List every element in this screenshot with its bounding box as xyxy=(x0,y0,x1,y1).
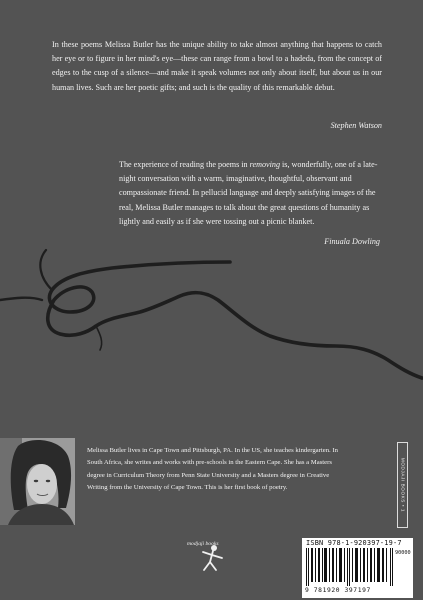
book-title-italic: removing xyxy=(249,160,281,169)
ean-barcode-bars xyxy=(306,548,394,586)
price-code: 90000 xyxy=(395,550,411,556)
ean-number: 9 781920 397197 xyxy=(305,587,371,594)
spine-label xyxy=(397,442,408,528)
author-bio: Melissa Butler lives in Cape Town and Pittsburgh, PA. In the US, she teaches kindergarten. In South Africa, she writes and works with pre-schools in the Eastern Cape. She has a Masters degree in Curriculum Theory from Penn State University and a Masters degree in Creative Writing from the University of Cape Town. This is her first book of poetry. xyxy=(87,447,338,491)
isbn-barcode xyxy=(302,538,413,598)
quote-text-part2: is, wonderfully, one of a late-night conversation with a warm, imaginative, thoughtful, observant and compassionate friend. In pellucid language and deeply satisfying images of the real, Melissa Butler manages to talk about the great questions of humanity as lightly and easily as if she were tossing out a picnic blanket. xyxy=(119,160,378,226)
publisher-logo-text: modjaji books xyxy=(187,541,219,547)
spine-text: MODJAJI BOOKS • 1 xyxy=(400,457,405,513)
quote-attribution-watson: Stephen Watson xyxy=(330,121,382,130)
quote-text-part1: The experience of reading the poems in xyxy=(119,160,250,169)
author-photo xyxy=(0,438,75,525)
review-quote-dowling xyxy=(119,158,381,229)
review-quote-watson: In these poems Melissa Butler has the unique ability to take almost anything that happens to catch her eye or to figure in her mind's eye—these can range from a bowl to a hadeda, from the concept of edges to the cusp of a silence—and make it speak volumes not only about itself, but about us in our human lives. Such are her poetic gifts; and such is the quality of this remarkable debut. xyxy=(52,40,382,92)
isbn-label: ISBN 978-1-920397-19-7 xyxy=(306,539,402,547)
quote-attribution-dowling: Finuala Dowling xyxy=(324,237,380,246)
